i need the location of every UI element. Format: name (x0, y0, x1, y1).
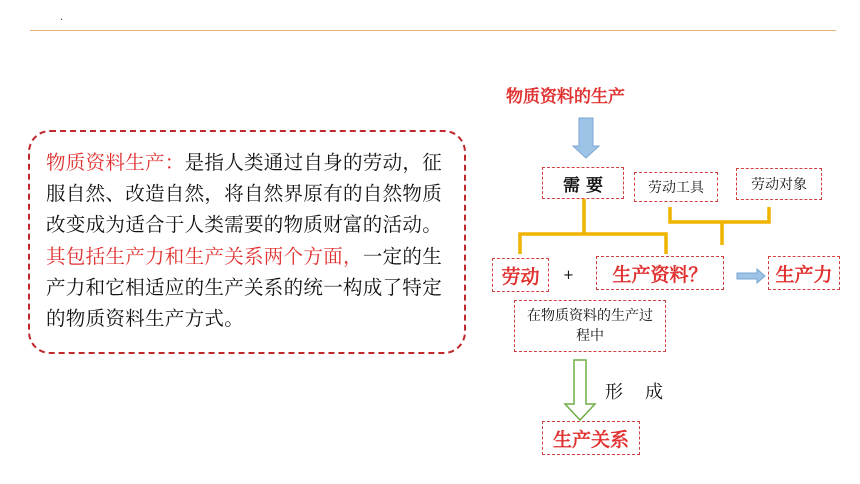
forms-label: 形成 (605, 382, 685, 403)
header-dot: . (60, 12, 64, 23)
productivity-box (768, 256, 840, 290)
right-arrow-icon (737, 269, 765, 283)
objects-label: 劳动对象 (751, 177, 807, 193)
need-box (542, 167, 624, 199)
plus-sign: + (563, 268, 574, 283)
labor-label: 劳动 (501, 265, 540, 288)
diagram-title: 物质资料的生产 (506, 87, 625, 107)
relations-label: 生产关系 (552, 428, 629, 451)
bracket-labor-means (520, 234, 666, 254)
need-label: 需 要 (563, 175, 603, 196)
process-box (514, 300, 666, 352)
definition-body: 是指人类通过自身的劳动，征服自然、改造自然，将自然界原有的自然物质改变成为适合于人类需要的物质财富的活动。 (46, 151, 443, 237)
down-arrow-icon (573, 118, 599, 158)
means-label: 生产资料？ (612, 263, 708, 286)
bracket-tools-objects (670, 207, 769, 222)
tools-label: 劳动工具 (648, 180, 704, 196)
labor-box (492, 258, 549, 292)
green-down-arrow-icon (565, 360, 595, 420)
definition-term: 物质资料生产： (46, 151, 185, 174)
means-box (596, 256, 724, 290)
tools-box (634, 172, 718, 202)
definition-tail: 一定的生产力和它相适应的生产关系的统一构成了特定的物质资料生产方式。 (46, 244, 443, 331)
productivity-label: 生产力 (775, 263, 833, 286)
process-label: 在物质资料的生产过程中 (527, 308, 653, 344)
objects-box (736, 168, 822, 200)
relations-box (542, 421, 640, 455)
definition-highlight: 其包括生产力和生产关系两个方面， (46, 244, 363, 268)
